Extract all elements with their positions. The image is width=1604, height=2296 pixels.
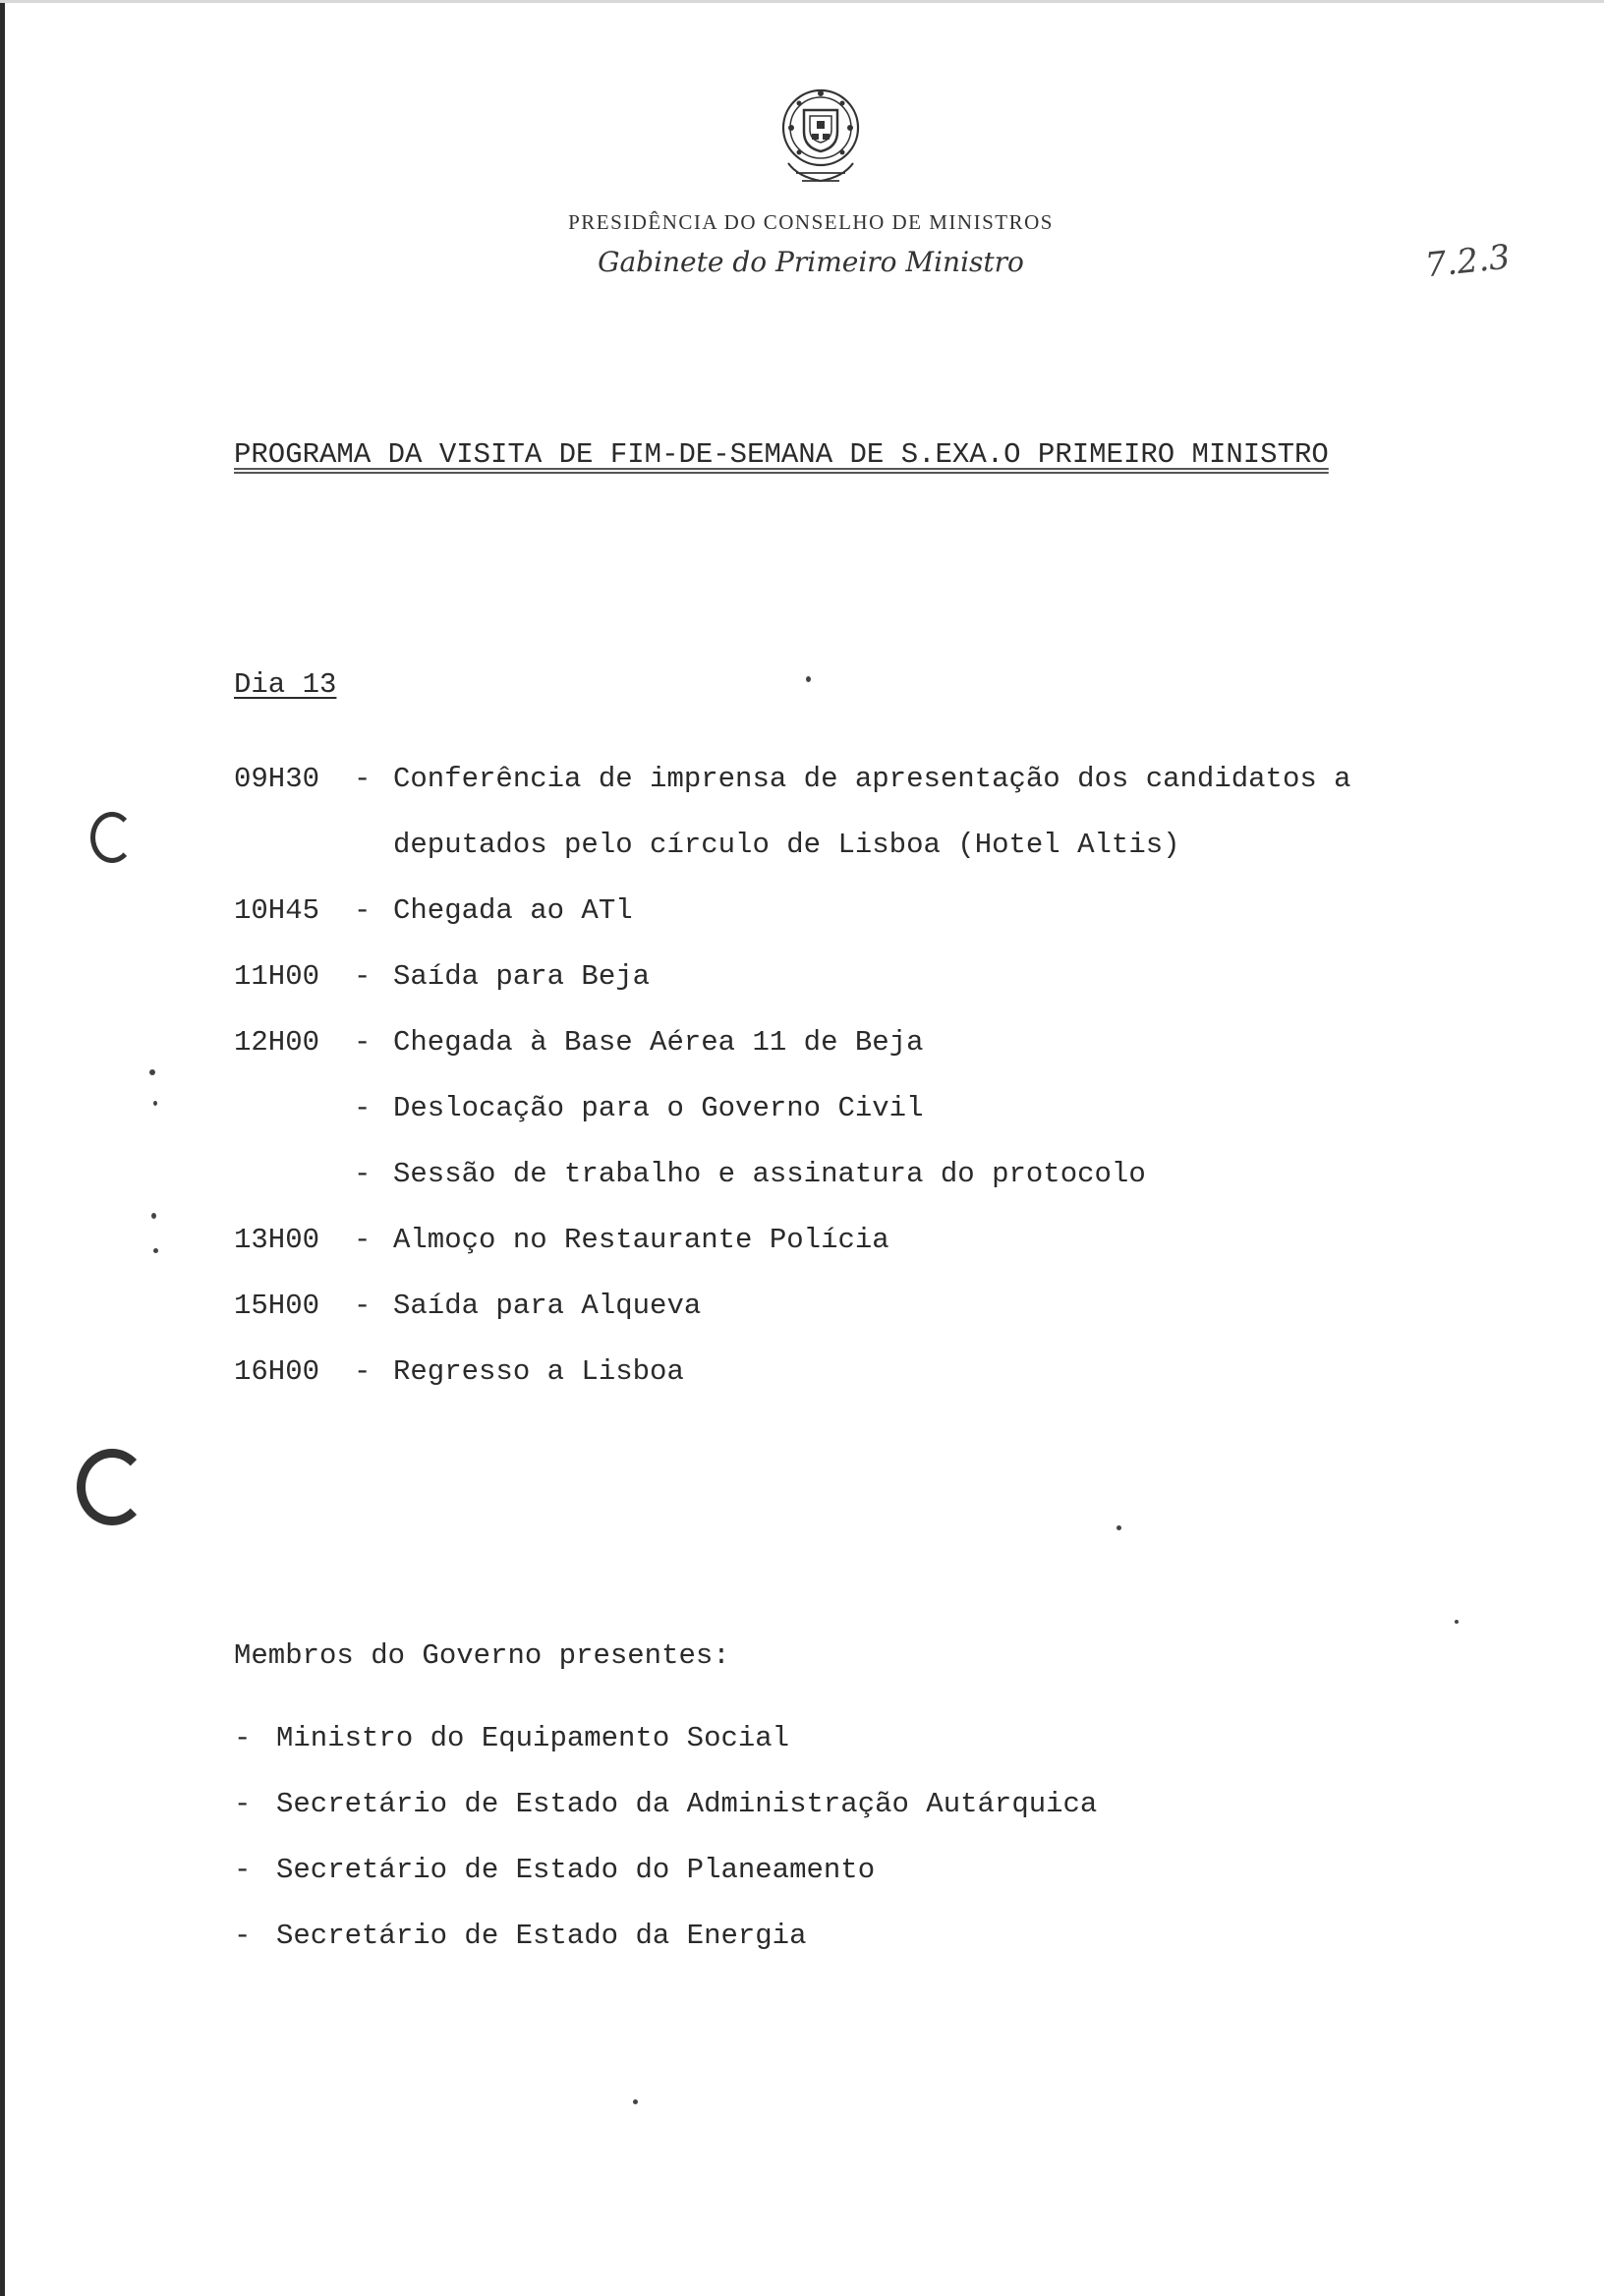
schedule-text: Saída para Beja xyxy=(393,960,651,993)
punch-hole-mark xyxy=(77,1449,147,1525)
schedule-item xyxy=(234,894,1571,960)
punch-hole-mark xyxy=(90,812,134,863)
scan-speck xyxy=(153,1101,157,1106)
member-dash: - xyxy=(234,1722,252,1754)
scan-speck xyxy=(806,676,811,682)
schedule-list xyxy=(234,763,1571,1421)
schedule-item xyxy=(234,1355,1571,1421)
schedule-text: deputados pelo círculo de Lisboa (Hotel Altis) xyxy=(393,829,1180,861)
member-item xyxy=(234,1788,1097,1854)
schedule-item xyxy=(234,763,1571,829)
members-heading: Membros do Governo presentes: xyxy=(234,1639,730,1672)
coat-of-arms-icon xyxy=(767,77,875,197)
document-title: PROGRAMA DA VISITA DE FIM-DE-SEMANA DE S.EXA.O PRIMEIRO MINISTRO xyxy=(234,438,1329,471)
handwritten-reference: 7.2.3 xyxy=(1423,237,1513,286)
member-item xyxy=(234,1920,1097,1985)
schedule-text: Sessão de trabalho e assinatura do protocolo xyxy=(393,1158,1146,1190)
schedule-item xyxy=(234,960,1571,1026)
schedule-dash: - xyxy=(354,1158,372,1190)
member-dash: - xyxy=(234,1920,252,1952)
organization-name: PRESIDÊNCIA DO CONSELHO DE MINISTROS xyxy=(568,210,1054,234)
member-text: Secretário de Estado da Administração Autárquica xyxy=(276,1788,1098,1820)
member-item xyxy=(234,1854,1097,1920)
schedule-dash: - xyxy=(354,1026,372,1059)
member-dash: - xyxy=(234,1854,252,1886)
schedule-dash: - xyxy=(354,1355,372,1388)
schedule-dash: - xyxy=(354,894,372,927)
schedule-text: Regresso a Lisboa xyxy=(393,1355,684,1388)
schedule-time: 11H00 xyxy=(234,960,320,993)
schedule-item xyxy=(234,1092,1571,1158)
scan-speck xyxy=(149,1069,155,1075)
schedule-item xyxy=(234,1026,1571,1092)
scan-speck xyxy=(633,2099,638,2104)
schedule-time: 16H00 xyxy=(234,1355,320,1388)
schedule-item xyxy=(234,1290,1571,1355)
schedule-item xyxy=(234,1158,1571,1224)
schedule-time: 10H45 xyxy=(234,894,320,927)
schedule-text: Saída para Alqueva xyxy=(393,1290,702,1322)
member-dash: - xyxy=(234,1788,252,1820)
member-text: Secretário de Estado do Planeamento xyxy=(276,1854,876,1886)
schedule-text: Conferência de imprensa de apresentação dos candidatos a xyxy=(393,763,1351,795)
day-heading: Dia 13 xyxy=(234,668,337,701)
schedule-dash: - xyxy=(354,1290,372,1322)
schedule-text: Almoço no Restaurante Polícia xyxy=(393,1224,889,1256)
schedule-item xyxy=(234,1224,1571,1290)
schedule-text: Deslocação para o Governo Civil xyxy=(393,1092,924,1124)
schedule-time: 13H00 xyxy=(234,1224,320,1256)
members-list xyxy=(234,1722,1097,1985)
scan-edge-top xyxy=(0,0,1604,3)
schedule-dash: - xyxy=(354,1224,372,1256)
schedule-item xyxy=(234,829,1571,894)
scan-speck xyxy=(1117,1525,1121,1530)
cabinet-name: Gabinete do Primeiro Ministro xyxy=(598,246,1024,278)
schedule-text: Chegada à Base Aérea 11 de Beja xyxy=(393,1026,924,1059)
scan-speck xyxy=(151,1213,156,1219)
schedule-dash: - xyxy=(354,1092,372,1124)
member-text: Secretário de Estado da Energia xyxy=(276,1920,807,1952)
member-text: Ministro do Equipamento Social xyxy=(276,1722,790,1754)
schedule-dash: - xyxy=(354,763,372,795)
schedule-dash: - xyxy=(354,960,372,993)
scan-speck xyxy=(1455,1620,1459,1624)
schedule-time: 15H00 xyxy=(234,1290,320,1322)
schedule-time: 12H00 xyxy=(234,1026,320,1059)
schedule-time: 09H30 xyxy=(234,763,320,795)
member-item xyxy=(234,1722,1097,1788)
scan-edge xyxy=(0,0,5,2296)
schedule-text: Chegada ao ATl xyxy=(393,894,633,927)
scan-speck xyxy=(153,1248,158,1253)
